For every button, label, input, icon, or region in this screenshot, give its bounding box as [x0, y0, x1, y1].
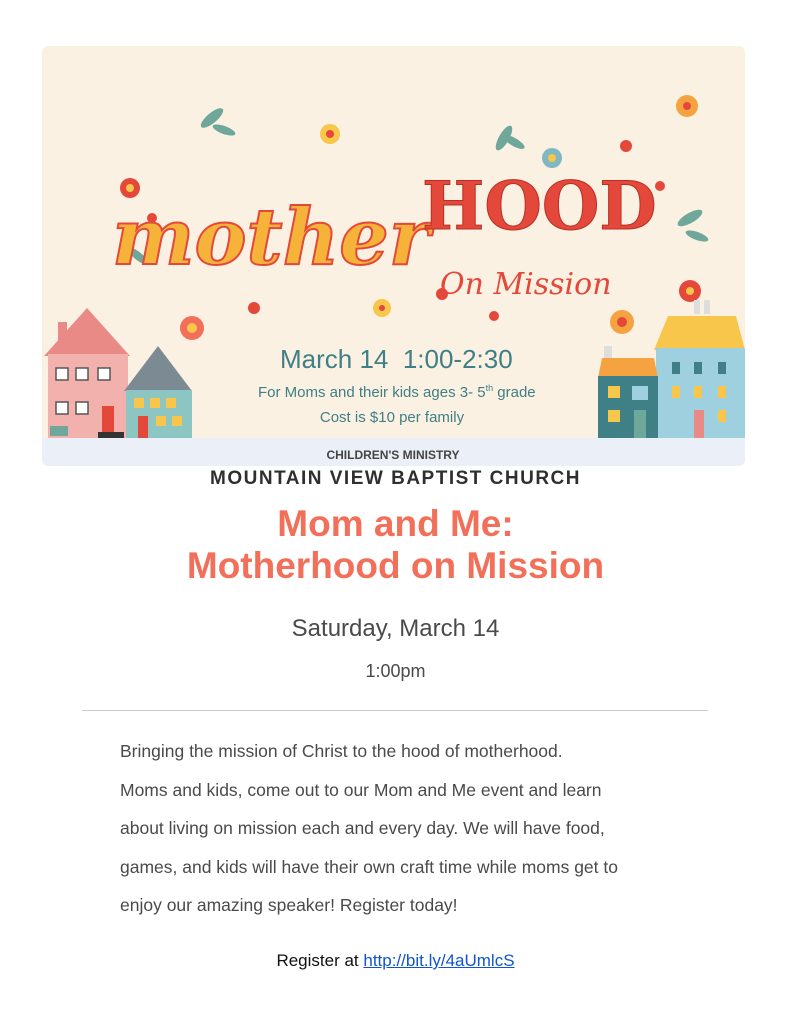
banner-date-time: March 14 1:00-2:30	[280, 344, 513, 374]
description-line: enjoy our amazing speaker! Register today!	[120, 895, 458, 915]
banner-subtitle: On Mission	[440, 267, 612, 302]
description-line: games, and kids will have their own craft time while moms get to	[120, 856, 618, 877]
divider	[82, 710, 708, 711]
description-line: Moms and kids, come out to our Mom and Me event and learn	[120, 779, 602, 800]
description-line: about living on mission each and every day. We will have food,	[120, 818, 605, 838]
event-title-line-2: Motherhood on Mission	[186, 545, 605, 586]
event-banner	[42, 46, 745, 466]
event-date: Saturday, March 14	[291, 615, 500, 642]
register-line	[0, 951, 791, 971]
event-time: 1:00pm	[365, 661, 426, 681]
banner-ministry-label: CHILDREN'S MINISTRY	[326, 448, 460, 462]
event-description	[120, 732, 680, 925]
banner-word-mother: mother	[112, 192, 431, 283]
event-title-line-1: Mom and Me:	[277, 503, 514, 544]
banner-audience-line: For Moms and their kids ages 3- 5th grade	[258, 383, 536, 401]
description-line: Bringing the mission of Christ to the hood of motherhood.	[120, 741, 563, 761]
banner-word-hood: HOOD	[422, 167, 657, 245]
register-link[interactable]: http://bit.ly/4aUmlcS	[363, 951, 515, 970]
church-name: MOUNTAIN VIEW BAPTIST CHURCH	[210, 468, 581, 489]
register-label: Register at	[276, 951, 364, 970]
event-title	[0, 503, 791, 587]
banner-cost-line: Cost is $10 per family	[319, 409, 465, 426]
